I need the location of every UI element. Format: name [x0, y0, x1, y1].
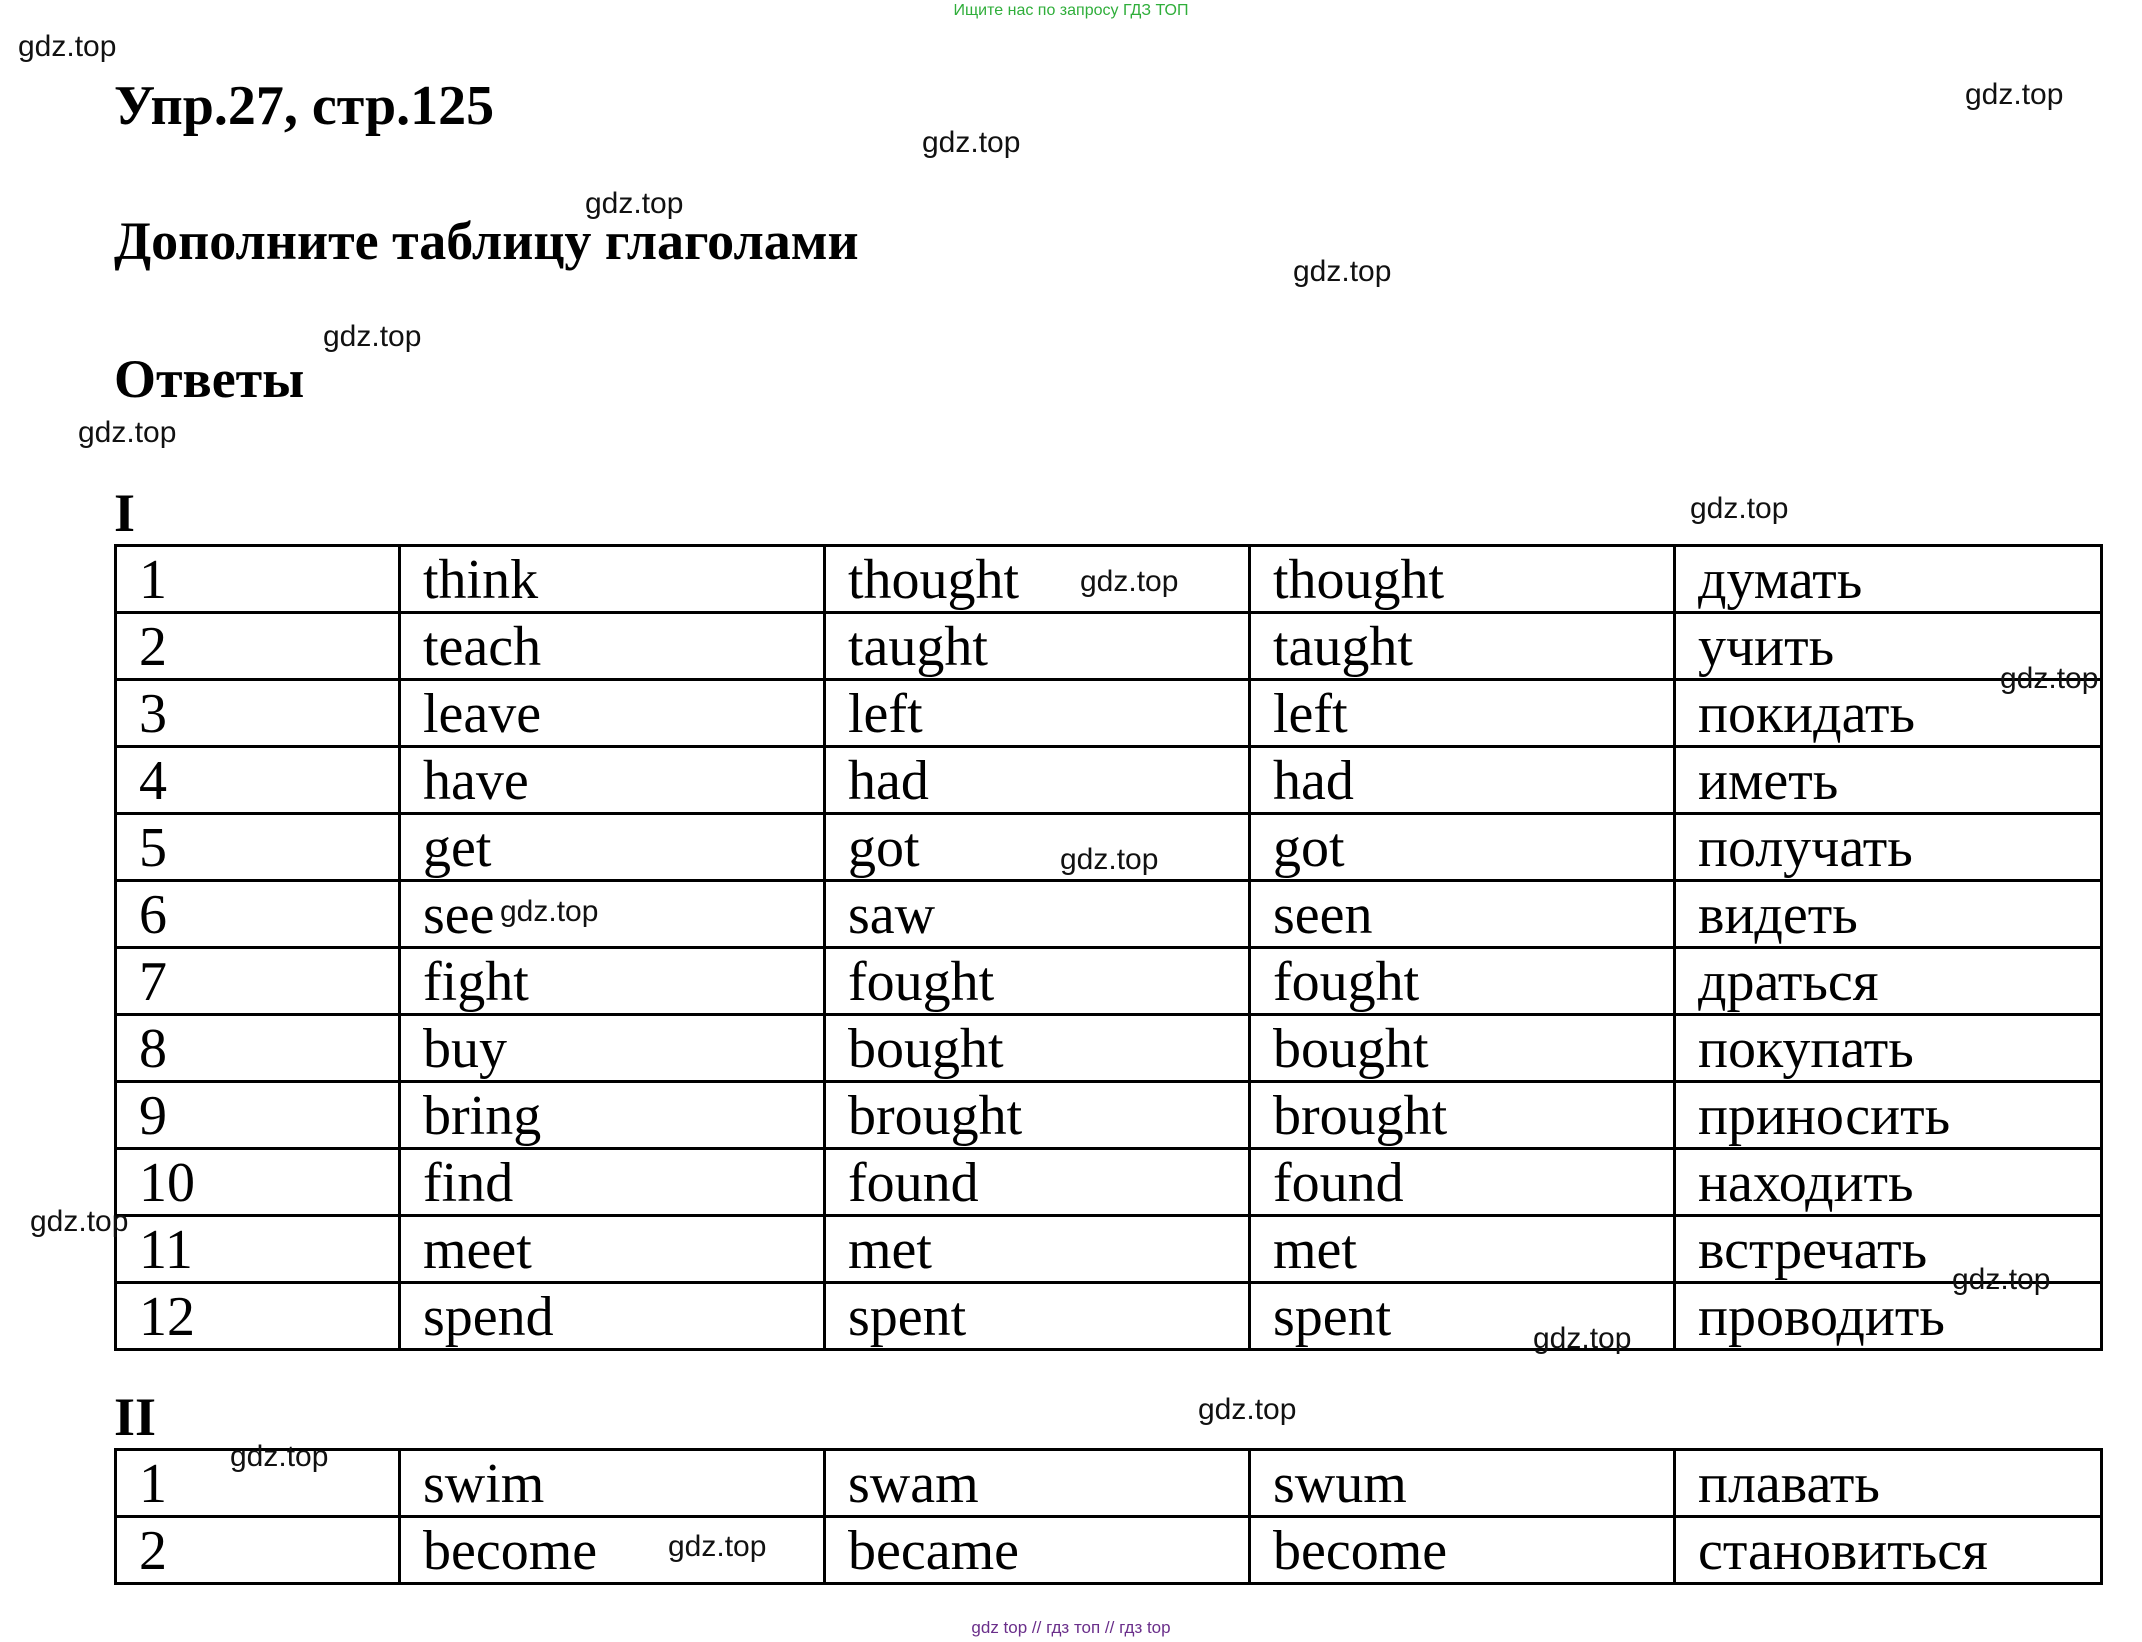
infinitive-cell: become	[400, 1517, 825, 1584]
verb-row	[116, 1517, 2102, 1584]
past-participle-cell: seen	[1250, 881, 1675, 948]
watermark: gdz.top	[1293, 255, 1392, 288]
number-cell: 6	[116, 881, 400, 948]
past-simple-cell: left	[825, 680, 1250, 747]
watermark: gdz.top	[500, 895, 599, 928]
answers-heading: Ответы	[114, 349, 305, 409]
translation-cell: видеть	[1675, 881, 2102, 948]
translation-cell: плавать	[1675, 1450, 2102, 1517]
translation-cell: становиться	[1675, 1517, 2102, 1584]
watermark: gdz.top	[1690, 492, 1789, 525]
verb-row	[116, 1082, 2102, 1149]
verb-row	[116, 1149, 2102, 1216]
number-cell: 10	[116, 1149, 400, 1216]
number-cell: 12	[116, 1283, 400, 1350]
watermark: gdz.top	[668, 1530, 767, 1563]
search-hint-banner: Ищите нас по запросу ГДЗ ТОП	[953, 2, 1189, 19]
infinitive-cell: find	[400, 1149, 825, 1216]
past-simple-cell: saw	[825, 881, 1250, 948]
verbs-table-section-one	[114, 544, 2103, 1351]
past-participle-cell: found	[1250, 1149, 1675, 1216]
past-simple-cell: thought	[825, 546, 1250, 613]
watermark: gdz.top	[1965, 78, 2064, 111]
watermark: gdz.top	[585, 187, 684, 220]
watermark: gdz.top	[78, 416, 177, 449]
verb-row	[116, 680, 2102, 747]
translation-cell: приносить	[1675, 1082, 2102, 1149]
verb-row	[116, 948, 2102, 1015]
task-heading: Дополните таблицу глаголами	[114, 211, 859, 271]
verb-row	[116, 747, 2102, 814]
watermark: gdz.top	[18, 30, 117, 63]
page-title: Упр.27, стр.125	[114, 75, 495, 137]
watermark: gdz.top	[30, 1205, 129, 1238]
number-cell: 2	[116, 613, 400, 680]
infinitive-cell: spend	[400, 1283, 825, 1350]
translation-cell: получать	[1675, 814, 2102, 881]
infinitive-cell: think	[400, 546, 825, 613]
number-cell: 7	[116, 948, 400, 1015]
infinitive-cell: get	[400, 814, 825, 881]
infinitive-cell: buy	[400, 1015, 825, 1082]
watermark: gdz.top	[1533, 1322, 1632, 1355]
number-cell: 1	[116, 1450, 400, 1517]
past-simple-cell: became	[825, 1517, 1250, 1584]
section-one-label: I	[114, 483, 136, 543]
translation-cell: покидать	[1675, 680, 2102, 747]
number-cell: 11	[116, 1216, 400, 1283]
watermark: gdz.top	[1198, 1393, 1297, 1426]
number-cell: 5	[116, 814, 400, 881]
past-simple-cell: swam	[825, 1450, 1250, 1517]
past-participle-cell: bought	[1250, 1015, 1675, 1082]
past-participle-cell: swum	[1250, 1450, 1675, 1517]
verbs-table-section-two	[114, 1448, 2103, 1585]
past-simple-cell: found	[825, 1149, 1250, 1216]
past-participle-cell: become	[1250, 1517, 1675, 1584]
past-simple-cell: had	[825, 747, 1250, 814]
number-cell: 4	[116, 747, 400, 814]
translation-cell: встречать	[1675, 1216, 2102, 1283]
watermark: gdz.top	[2000, 662, 2099, 695]
verb-row	[116, 1015, 2102, 1082]
infinitive-cell: meet	[400, 1216, 825, 1283]
infinitive-cell: bring	[400, 1082, 825, 1149]
watermark: gdz.top	[230, 1440, 329, 1473]
number-cell: 3	[116, 680, 400, 747]
past-participle-cell: brought	[1250, 1082, 1675, 1149]
verb-row	[116, 1216, 2102, 1283]
past-simple-cell: spent	[825, 1283, 1250, 1350]
translation-cell: покупать	[1675, 1015, 2102, 1082]
past-participle-cell: thought	[1250, 546, 1675, 613]
watermark: gdz.top	[922, 126, 1021, 159]
past-simple-cell: fought	[825, 948, 1250, 1015]
infinitive-cell: teach	[400, 613, 825, 680]
footer-links: gdz top // гдз топ // гдз top	[971, 1618, 1171, 1637]
watermark: gdz.top	[1952, 1263, 2051, 1296]
past-participle-cell: taught	[1250, 613, 1675, 680]
translation-cell: думать	[1675, 546, 2102, 613]
translation-cell: находить	[1675, 1149, 2102, 1216]
translation-cell: иметь	[1675, 747, 2102, 814]
past-participle-cell: left	[1250, 680, 1675, 747]
verb-row	[116, 613, 2102, 680]
watermark: gdz.top	[1060, 843, 1159, 876]
verb-row	[116, 1283, 2102, 1350]
number-cell: 1	[116, 546, 400, 613]
translation-cell: учить	[1675, 613, 2102, 680]
past-participle-cell: got	[1250, 814, 1675, 881]
infinitive-cell: have	[400, 747, 825, 814]
number-cell: 9	[116, 1082, 400, 1149]
section-two-label: II	[114, 1387, 157, 1447]
past-simple-cell: bought	[825, 1015, 1250, 1082]
past-participle-cell: spent	[1250, 1283, 1675, 1350]
infinitive-cell: swim	[400, 1450, 825, 1517]
infinitive-cell: see	[400, 881, 825, 948]
past-participle-cell: fought	[1250, 948, 1675, 1015]
verb-row	[116, 881, 2102, 948]
past-simple-cell: met	[825, 1216, 1250, 1283]
past-simple-cell: brought	[825, 1082, 1250, 1149]
past-participle-cell: had	[1250, 747, 1675, 814]
translation-cell: драться	[1675, 948, 2102, 1015]
infinitive-cell: leave	[400, 680, 825, 747]
verb-row	[116, 1450, 2102, 1517]
past-participle-cell: met	[1250, 1216, 1675, 1283]
number-cell: 8	[116, 1015, 400, 1082]
translation-cell: проводить	[1675, 1283, 2102, 1350]
number-cell: 2	[116, 1517, 400, 1584]
watermark: gdz.top	[1080, 565, 1179, 598]
infinitive-cell: fight	[400, 948, 825, 1015]
past-simple-cell: got	[825, 814, 1250, 881]
watermark: gdz.top	[323, 320, 422, 353]
past-simple-cell: taught	[825, 613, 1250, 680]
